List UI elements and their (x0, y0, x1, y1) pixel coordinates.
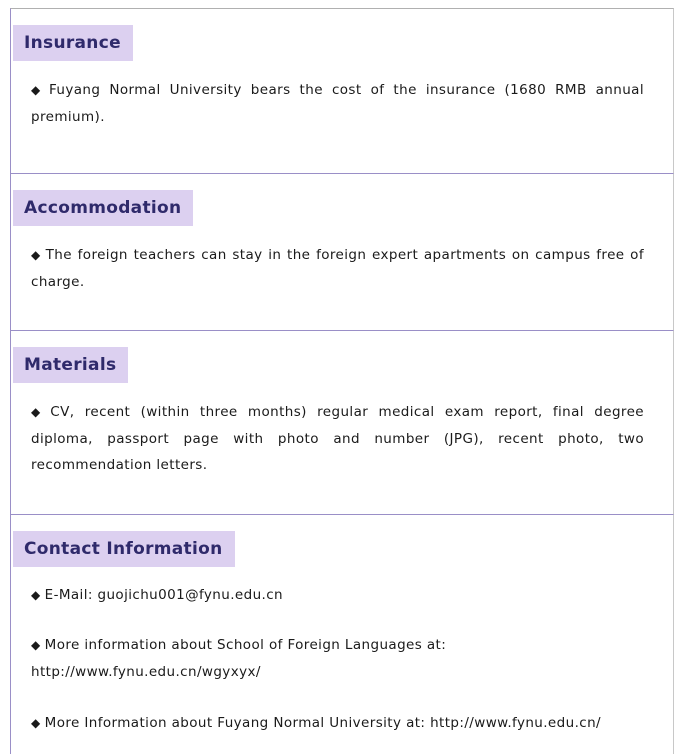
university-url-link[interactable]: http://www.fynu.edu.cn/ (430, 715, 601, 731)
contact-heading: Contact Information (13, 531, 235, 567)
bullet-diamond-icon: ◆ (31, 716, 41, 730)
accommodation-heading: Accommodation (13, 190, 193, 226)
contact-school-info: ◆ More information about School of Foreign Languages at: (31, 637, 447, 653)
bullet-diamond-icon: ◆ (31, 588, 41, 602)
insurance-heading: Insurance (13, 25, 133, 61)
bullet-diamond-icon: ◆ (31, 248, 42, 262)
materials-text: ◆ CV, recent (within three months) regular medical exam report, final degree diploma, passport page with photo and number (JPG), recent photo, two recommendation letters. (31, 404, 644, 473)
contact-section (10, 514, 674, 754)
bullet-diamond-icon: ◆ (31, 405, 47, 419)
contact-email: ◆ E-Mail: guojichu001@fynu.edu.cn (31, 587, 284, 603)
materials-section (10, 330, 674, 514)
accommodation-section (10, 173, 674, 330)
accommodation-text: ◆ The foreign teachers can stay in the foreign expert apartments on campus free of charge. (31, 247, 644, 290)
insurance-section (10, 8, 674, 173)
bullet-diamond-icon: ◆ (31, 638, 41, 652)
contact-university-info: ◆ More Information about Fuyang Normal University at: http://www.fynu.edu.cn/ (31, 715, 601, 731)
materials-heading: Materials (13, 347, 128, 383)
insurance-text: ◆ Fuyang Normal University bears the cost of the insurance (1680 RMB annual premium). (31, 82, 644, 125)
bullet-diamond-icon: ◆ (31, 83, 45, 97)
school-url-link[interactable]: http://www.fynu.edu.cn/wgyxyx/ (31, 664, 261, 680)
